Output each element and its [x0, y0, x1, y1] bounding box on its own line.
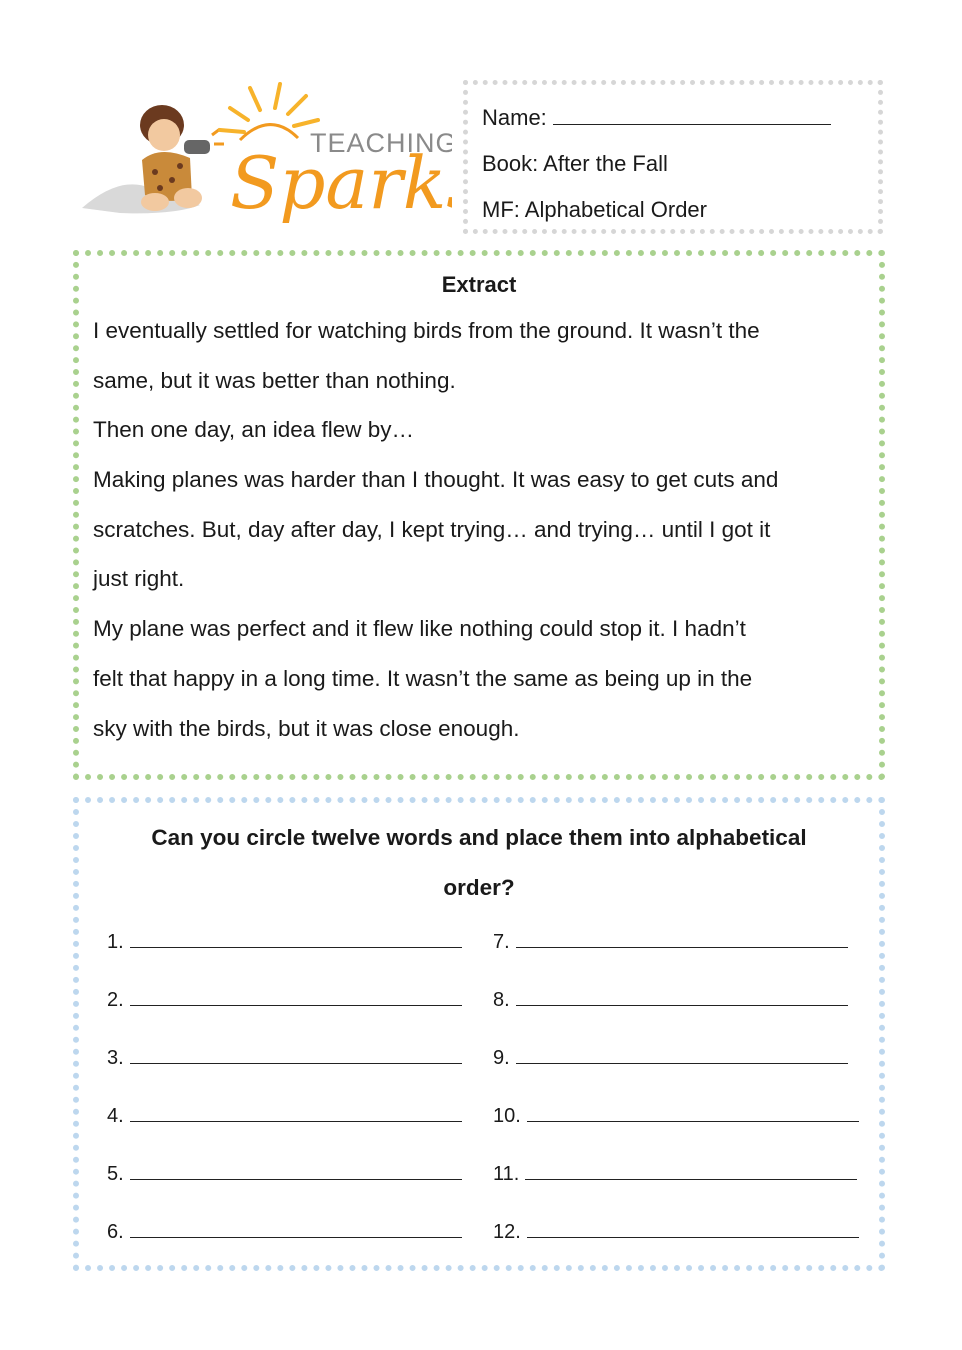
- extract-line: sky with the birds, but it was close enough.: [93, 715, 520, 741]
- extract-line: just right.: [93, 566, 185, 592]
- answer-line-10[interactable]: 10.: [493, 1101, 859, 1131]
- brand-line2: Spark: [230, 141, 447, 225]
- mf-label: MF: Alphabetical Order: [482, 197, 707, 222]
- answer-line-9[interactable]: 9.: [493, 1043, 848, 1073]
- answer-line-5[interactable]: 5.: [107, 1159, 462, 1189]
- answer-line-3[interactable]: 3.: [107, 1043, 462, 1073]
- extract-line: My plane was perfect and it flew like nothing could stop it. I hadn’t: [93, 616, 746, 642]
- extract-box: [73, 250, 885, 780]
- brand-line1: TEACHING: [310, 128, 452, 158]
- binoculars: [184, 140, 210, 154]
- extract-line: Making planes was harder than I thought. It was easy to get cuts and: [93, 467, 779, 493]
- answer-line-8[interactable]: 8.: [493, 985, 848, 1015]
- book-label: Book: After the Fall: [482, 151, 668, 176]
- answer-line-12[interactable]: 12.: [493, 1217, 859, 1247]
- task-question: Can you circle twelve words and place them into alphabetical order?: [151, 825, 807, 900]
- teaching-sparks-logo: [80, 80, 452, 225]
- answer-line-1[interactable]: 1.: [107, 927, 462, 957]
- caveman-face: [148, 119, 180, 151]
- answer-line-6[interactable]: 6.: [107, 1217, 462, 1247]
- extract-line: I eventually settled for watching birds from the ground. It wasn’t the: [93, 318, 760, 343]
- student-info-box: [463, 80, 883, 234]
- extract-line: same, but it was better than nothing.: [93, 367, 456, 393]
- answer-line-11[interactable]: 11.: [493, 1159, 857, 1189]
- extract-line: Then one day, an idea flew by…: [93, 417, 415, 443]
- name-field[interactable]: [482, 95, 864, 141]
- answer-line-4[interactable]: 4.: [107, 1101, 462, 1131]
- extract-line: scratches. But, day after day, I kept trying… and trying… until I got it: [93, 516, 771, 542]
- name-blank-line[interactable]: [553, 104, 831, 125]
- answer-line-7[interactable]: 7.: [493, 927, 848, 957]
- task-box: [73, 797, 885, 1271]
- extract-line: felt that happy in a long time. It wasn’t the same as being up in the: [93, 665, 753, 691]
- extract-title: Extract: [441, 272, 517, 297]
- answer-line-2[interactable]: 2.: [107, 985, 462, 1015]
- name-label: Name:: [482, 105, 553, 130]
- answer-list: [93, 917, 865, 1257]
